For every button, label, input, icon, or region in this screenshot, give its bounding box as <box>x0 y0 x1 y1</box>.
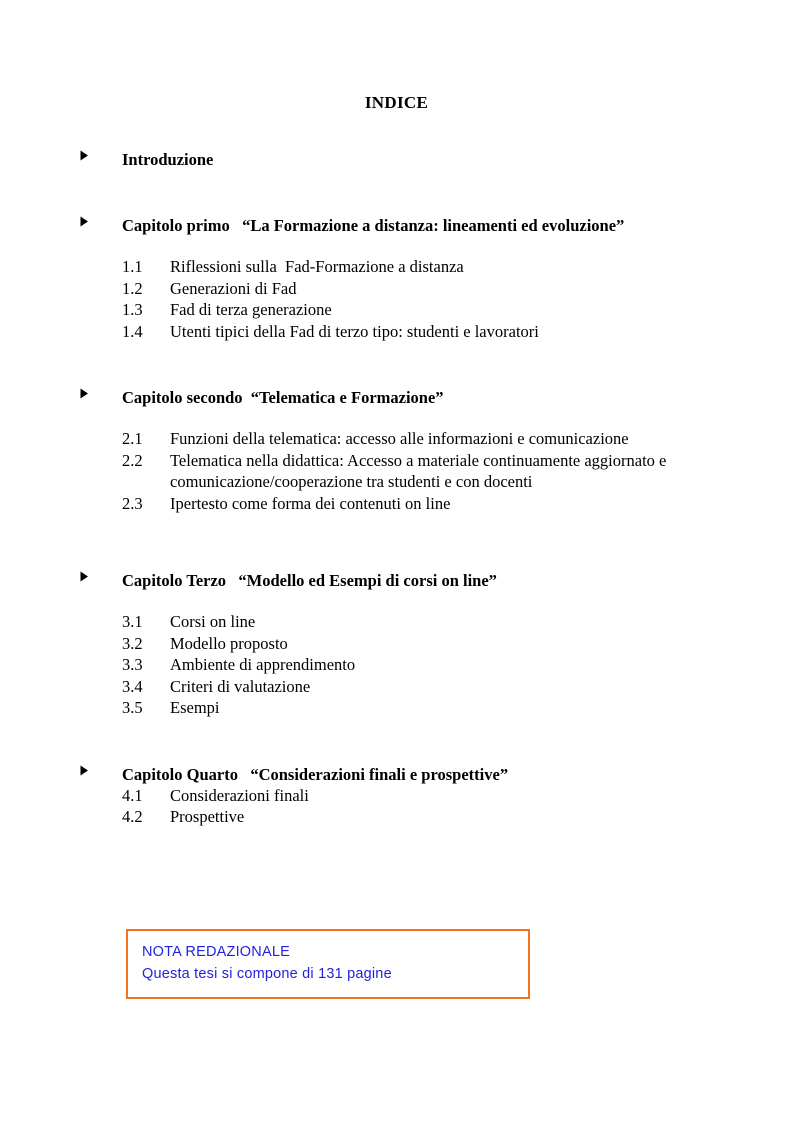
section-number: 3.5 <box>122 698 143 717</box>
spacer <box>0 514 793 560</box>
section-number: 3.3 <box>122 655 143 674</box>
toc-entry-capitolo-primo[interactable] <box>0 216 793 236</box>
toc-section-row[interactable] <box>122 806 793 828</box>
toc-section-list-3 <box>0 611 793 719</box>
section-label: Utenti tipici della Fad di terzo tipo: studenti e lavoratori <box>170 321 539 341</box>
toc-entry-heading: Capitolo secondo “Telematica e Formazione” <box>122 388 444 407</box>
toc-section-list-4 <box>0 785 793 828</box>
section-number: 2.3 <box>122 493 143 513</box>
toc-entry-heading: Capitolo Terzo “Modello ed Esempi di corsi on line” <box>122 571 497 590</box>
toc-entry-heading: Capitolo Quarto “Considerazioni finali e prospettive” <box>122 764 509 784</box>
toc-section-row[interactable] <box>122 278 793 300</box>
editorial-note-text: Questa tesi si compone di 131 pagine <box>142 966 392 982</box>
toc-section-list-1 <box>0 256 793 342</box>
triangle-right-bullet-icon <box>80 388 92 399</box>
toc-section-row[interactable] <box>122 676 793 698</box>
toc-section-row[interactable] <box>122 493 793 515</box>
section-number: 1.1 <box>122 257 143 276</box>
toc-section-row[interactable] <box>122 428 793 450</box>
section-label: Modello proposto <box>170 633 288 653</box>
section-label: Ambiente di apprendimento <box>170 655 356 674</box>
section-label: Prospettive <box>170 807 245 826</box>
section-number: 1.2 <box>122 278 143 298</box>
section-label: Generazioni di Fad <box>170 278 297 298</box>
spacer <box>0 719 793 765</box>
section-number: 4.2 <box>122 807 143 826</box>
section-label: Riflessioni sulla Fad-Formazione a distanza <box>170 257 464 276</box>
section-number: 4.1 <box>122 785 143 805</box>
toc-entry-heading: Introduzione <box>122 150 214 169</box>
toc-section-row[interactable] <box>122 785 793 807</box>
section-number: 2.2 <box>122 450 143 470</box>
section-number: 3.1 <box>122 612 143 631</box>
section-label: Corsi on line <box>170 612 256 631</box>
spacer <box>0 170 793 216</box>
toc-section-row[interactable] <box>122 450 793 493</box>
section-label: Funzioni della telematica: accesso alle informazioni e comunicazione <box>170 429 629 448</box>
toc-entry-capitolo-terzo[interactable] <box>0 571 793 591</box>
toc-entry-introduzione[interactable] <box>0 150 793 170</box>
section-number: 1.3 <box>122 300 143 319</box>
triangle-right-bullet-icon <box>80 150 92 161</box>
toc-section-row[interactable] <box>122 256 793 278</box>
page-title: INDICE <box>364 93 429 112</box>
section-label: Ipertesto come forma dei contenuti on line <box>170 493 451 513</box>
section-number: 3.2 <box>122 633 143 653</box>
section-label: Esempi <box>170 698 220 717</box>
toc-section-row[interactable] <box>122 611 793 633</box>
spacer <box>0 560 793 571</box>
section-label: Considerazioni finali <box>170 785 309 805</box>
spacer <box>0 408 793 428</box>
section-label: Criteri di valutazione <box>170 676 311 696</box>
section-number: 2.1 <box>122 429 143 448</box>
spacer <box>0 342 793 388</box>
spacer <box>0 591 793 611</box>
toc-entry-capitolo-secondo[interactable] <box>0 388 793 408</box>
triangle-right-bullet-icon <box>80 571 92 582</box>
triangle-right-bullet-icon <box>80 216 92 227</box>
section-label: Telematica nella didattica: Accesso a materiale continuamente aggiornato e comunicazione/cooperazione tra studenti e con docenti <box>170 450 671 491</box>
toc-section-row[interactable] <box>122 299 793 321</box>
table-of-contents <box>0 150 793 828</box>
editorial-note-box <box>126 929 530 999</box>
editorial-note-title: NOTA REDAZIONALE <box>142 944 290 960</box>
section-number: 1.4 <box>122 321 143 341</box>
spacer <box>0 236 793 256</box>
toc-entry-heading: Capitolo primo “La Formazione a distanza: lineamenti ed evoluzione” <box>122 216 625 235</box>
section-label: Fad di terza generazione <box>170 300 332 319</box>
triangle-right-bullet-icon <box>80 765 92 776</box>
toc-section-row[interactable] <box>122 654 793 676</box>
toc-section-row[interactable] <box>122 321 793 343</box>
toc-entry-capitolo-quarto[interactable] <box>0 765 793 785</box>
toc-section-row[interactable] <box>122 697 793 719</box>
toc-section-list-2 <box>0 428 793 514</box>
section-number: 3.4 <box>122 676 143 696</box>
toc-section-row[interactable] <box>122 633 793 655</box>
